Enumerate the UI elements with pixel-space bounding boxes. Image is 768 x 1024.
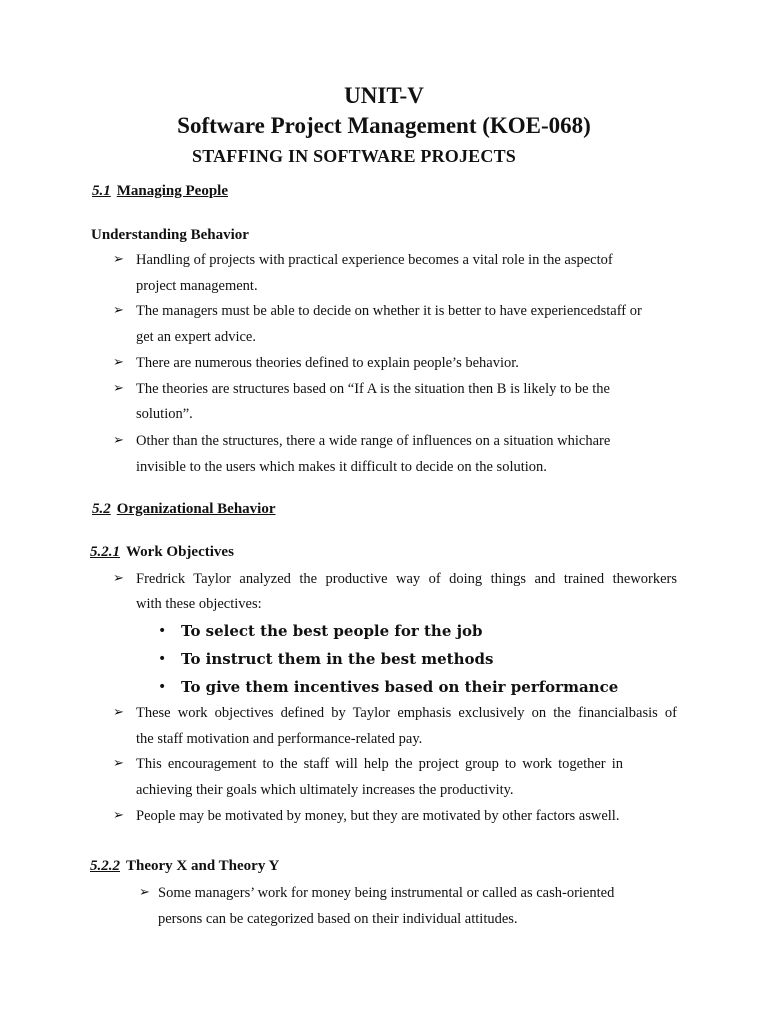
bullet-text: There are numerous theories defined to explain people’s behavior.	[136, 355, 519, 371]
arrow-bullet-icon: ➢	[113, 252, 124, 267]
section-number: 5.2.1	[90, 544, 120, 560]
section-title: Theory X and Theory Y	[126, 858, 280, 874]
subsection-heading-5-2-1	[90, 542, 234, 562]
bullet-dot-icon: •	[158, 679, 167, 695]
objective-item: To instruct them in the best methods	[181, 650, 494, 668]
arrow-bullet-icon: ➢	[113, 303, 124, 318]
bullet-text: This encouragement to the staff will help the project group to work together in	[136, 756, 623, 772]
bullet-text: People may be motivated by money, but they are motivated by other factors aswell.	[136, 808, 620, 824]
bullet-text: Some managers’ work for money being instrumental or called as cash-oriented	[158, 885, 615, 901]
bullet-text-continued: project management.	[136, 278, 258, 294]
section-number: 5.2.2	[90, 858, 120, 874]
arrow-bullet-icon: ➢	[113, 355, 124, 370]
section-number: 5.2	[92, 501, 111, 517]
bullet-text-continued: get an expert advice.	[136, 329, 256, 345]
bullet-text: These work objectives defined by Taylor emphasis exclusively on the financialbasis of	[136, 705, 677, 721]
bullet-text-continued: solution”.	[136, 406, 193, 422]
section-heading-5-2	[92, 499, 276, 519]
course-title: Software Project Management (KOE-068)	[177, 113, 591, 138]
bullet-text: The managers must be able to decide on whether it is better to have experiencedstaff or	[136, 303, 642, 319]
arrow-bullet-icon: ➢	[113, 756, 124, 771]
objective-item: To give them incentives based on their performance	[181, 678, 619, 696]
bullet-text: Handling of projects with practical experience becomes a vital role in the aspectof	[136, 252, 613, 268]
section-title: Managing People	[116, 183, 228, 199]
subheading-understanding-behavior: Understanding Behavior	[91, 227, 249, 243]
unit-title: UNIT-V	[344, 83, 424, 108]
arrow-bullet-icon: ➢	[113, 705, 124, 720]
bullet-dot-icon: •	[158, 651, 167, 667]
section-title: Work Objectives	[126, 544, 234, 560]
bullet-text-continued: invisible to the users which makes it difficult to decide on the solution.	[136, 459, 547, 475]
bullet-text-continued: persons can be categorized based on their individual attitudes.	[158, 911, 518, 927]
subsection-heading-5-2-2	[90, 856, 279, 876]
arrow-bullet-icon: ➢	[113, 381, 124, 396]
bullet-text: Fredrick Taylor analyzed the productive way of doing things and trained theworkers	[136, 571, 677, 587]
section-number: 5.1	[92, 183, 111, 199]
chapter-title: STAFFING IN SOFTWARE PROJECTS	[191, 146, 517, 166]
arrow-bullet-icon: ➢	[113, 433, 124, 448]
bullet-text: The theories are structures based on “If A is the situation then B is likely to be the	[136, 381, 610, 397]
section-title: Organizational Behavior	[116, 501, 276, 517]
bullet-text: Other than the structures, there a wide range of influences on a situation whichare	[136, 433, 611, 449]
bullet-text-continued: achieving their goals which ultimately increases the productivity.	[136, 782, 514, 798]
arrow-bullet-icon: ➢	[139, 885, 150, 900]
arrow-bullet-icon: ➢	[113, 571, 124, 586]
bullet-dot-icon: •	[158, 623, 167, 639]
bullet-text-continued: the staff motivation and performance-related pay.	[136, 731, 423, 747]
bullet-text-continued: with these objectives:	[136, 596, 262, 612]
section-heading-5-1	[92, 181, 228, 201]
objective-item: To select the best people for the job	[181, 622, 483, 640]
arrow-bullet-icon: ➢	[113, 808, 124, 823]
